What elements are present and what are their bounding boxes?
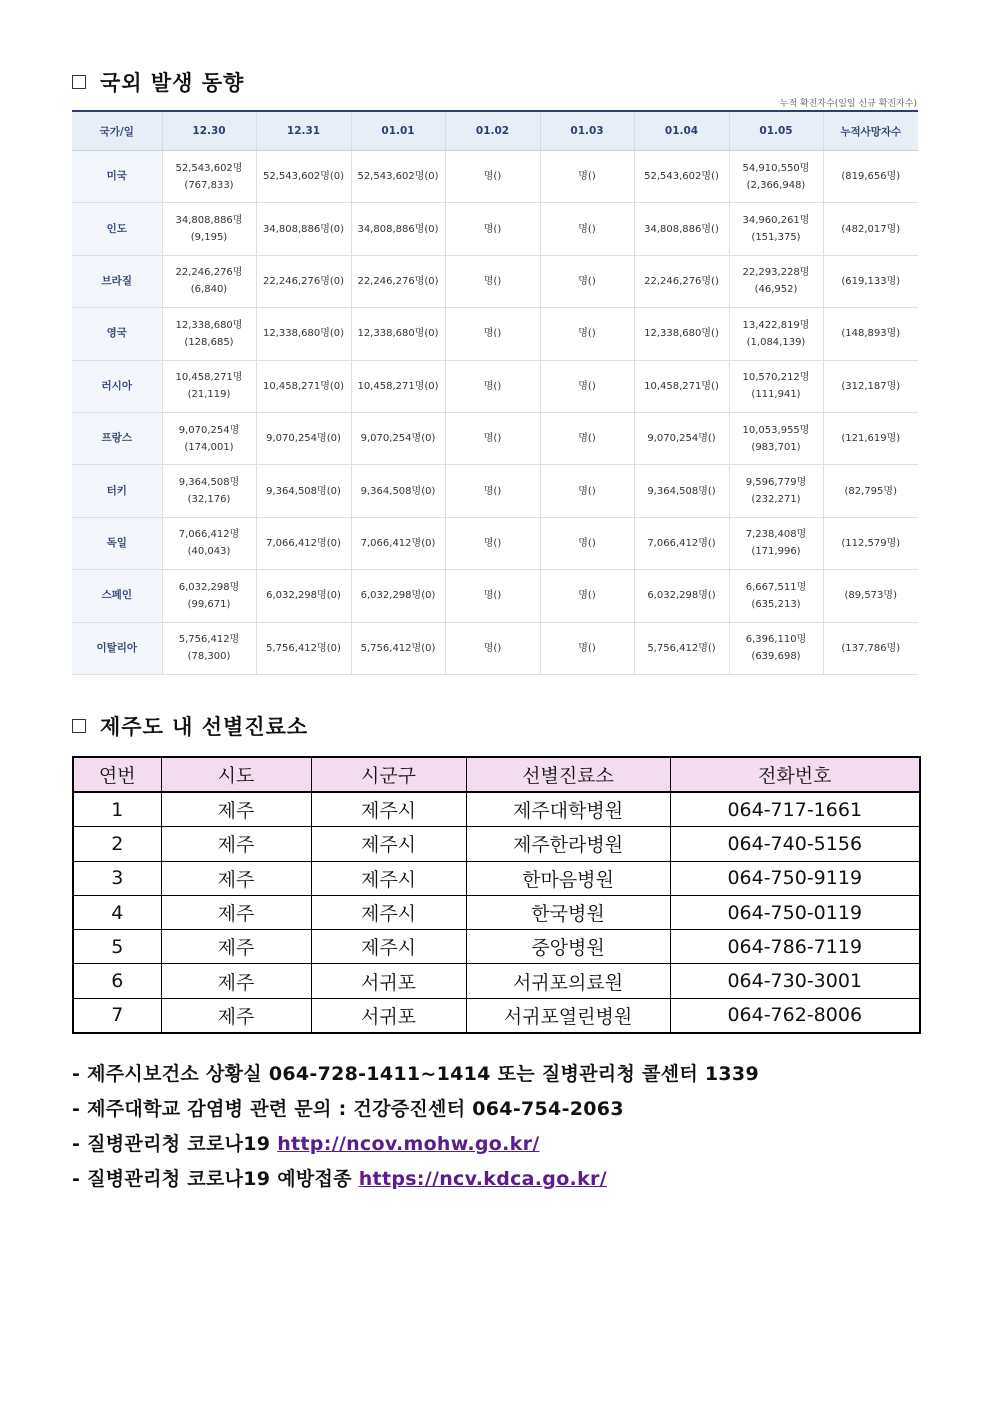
city-cell: 제주시 — [311, 895, 466, 929]
case-count-cell — [162, 151, 256, 203]
new-count: (9,195) — [190, 232, 228, 244]
city-cell: 서귀포 — [311, 998, 466, 1033]
country-name-cell: 미국 — [72, 151, 162, 203]
case-count-cell: 7,066,412명(0) — [256, 517, 351, 569]
case-count-cell: 52,543,602명() — [634, 151, 729, 203]
row-number-cell: 7 — [73, 998, 161, 1033]
case-count-cell: (137,786명) — [823, 622, 918, 674]
city-cell: 제주시 — [311, 861, 466, 895]
cumulative-count: 34,808,886명 — [175, 215, 243, 227]
country-name-cell: 독일 — [72, 517, 162, 569]
column-header: 12.30 — [162, 111, 256, 151]
case-count-cell: 6,032,298명(0) — [256, 570, 351, 622]
cumulative-count: 9,596,779명 — [745, 477, 807, 489]
country-name-cell: 프랑스 — [72, 412, 162, 464]
case-count-cell: (819,656명) — [823, 151, 918, 203]
cumulative-count: 52,543,602명 — [175, 162, 243, 174]
city-cell: 제주시 — [311, 930, 466, 964]
case-count-cell — [162, 517, 256, 569]
new-count: (40,043) — [187, 546, 231, 558]
case-count-cell: 10,458,271명() — [634, 360, 729, 412]
case-count-cell: 명() — [445, 255, 540, 307]
column-header: 01.03 — [540, 111, 634, 151]
column-header: 전화번호 — [670, 757, 920, 792]
province-cell: 제주 — [161, 930, 311, 964]
case-count-cell — [162, 622, 256, 674]
cumulative-count: 6,032,298명 — [178, 581, 240, 593]
country-name-cell: 러시아 — [72, 360, 162, 412]
overseas-cases-table — [72, 110, 918, 675]
case-count-cell: 12,338,680명(0) — [256, 308, 351, 360]
cumulative-count: 5,756,412명 — [178, 634, 240, 646]
column-header: 선별진료소 — [466, 757, 670, 792]
section-title-text: 국외 발생 동향 — [100, 71, 245, 95]
new-count: (6,840) — [190, 284, 228, 296]
case-count-cell: (121,619명) — [823, 412, 918, 464]
case-count-cell — [729, 622, 823, 674]
case-count-cell: 명() — [540, 151, 634, 203]
case-count-cell: 10,458,271명(0) — [256, 360, 351, 412]
case-count-cell — [162, 412, 256, 464]
case-count-cell: (482,017명) — [823, 203, 918, 255]
case-count-cell — [729, 517, 823, 569]
case-count-cell: (312,187명) — [823, 360, 918, 412]
new-count: (21,119) — [187, 389, 231, 401]
new-count: (32,176) — [187, 494, 231, 506]
checkbox-square-icon — [72, 75, 86, 89]
phone-cell: 064-740-5156 — [670, 827, 920, 861]
case-count-cell: 22,246,276명(0) — [256, 255, 351, 307]
table-row — [72, 255, 918, 307]
case-count-cell: 명() — [445, 151, 540, 203]
country-name-cell: 이탈리아 — [72, 622, 162, 674]
case-count-cell: 명() — [540, 308, 634, 360]
case-count-cell: 52,543,602명(0) — [256, 151, 351, 203]
case-count-cell: 명() — [540, 622, 634, 674]
cumulative-count: 9,364,508명 — [178, 477, 240, 489]
case-count-cell: (619,133명) — [823, 255, 918, 307]
phone-cell: 064-762-8006 — [670, 998, 920, 1033]
row-number-cell: 3 — [73, 861, 161, 895]
info-line-label: - 질병관리청 코로나19 — [72, 1133, 278, 1155]
column-header: 시군구 — [311, 757, 466, 792]
table-row — [72, 517, 918, 569]
clinic-name-cell: 제주한라병원 — [466, 827, 670, 861]
table-row — [73, 930, 920, 964]
case-count-cell: (89,573명) — [823, 570, 918, 622]
table-row — [72, 412, 918, 464]
clinic-name-cell: 서귀포열린병원 — [466, 998, 670, 1033]
case-count-cell — [162, 308, 256, 360]
new-count: (2,366,948) — [746, 179, 806, 191]
column-header: 01.02 — [445, 111, 540, 151]
new-count: (78,300) — [187, 651, 231, 663]
clinic-name-cell: 제주대학병원 — [466, 792, 670, 827]
ncv-link[interactable]: https://ncv.kdca.go.kr/ — [358, 1168, 607, 1190]
case-count-cell: 10,458,271명(0) — [351, 360, 445, 412]
new-count: (46,952) — [754, 284, 798, 296]
new-count: (767,833) — [184, 179, 234, 191]
case-count-cell: 명() — [540, 412, 634, 464]
column-header: 시도 — [161, 757, 311, 792]
case-count-cell: 명() — [540, 517, 634, 569]
new-count: (639,698) — [751, 651, 801, 663]
case-count-cell: 명() — [445, 622, 540, 674]
row-number-cell: 4 — [73, 895, 161, 929]
phone-cell: 064-750-0119 — [670, 895, 920, 929]
column-header: 01.01 — [351, 111, 445, 151]
case-count-cell — [729, 203, 823, 255]
case-count-cell: 5,756,412명(0) — [351, 622, 445, 674]
country-name-cell: 브라질 — [72, 255, 162, 307]
case-count-cell: 명() — [445, 203, 540, 255]
case-count-cell — [729, 570, 823, 622]
cumulative-count: 10,458,271명 — [175, 372, 243, 384]
case-count-cell: 34,808,886명(0) — [256, 203, 351, 255]
table-row — [72, 360, 918, 412]
cumulative-count: 22,246,276명 — [175, 267, 243, 279]
cumulative-count: 34,960,261명 — [742, 215, 810, 227]
case-count-cell: 9,364,508명(0) — [256, 465, 351, 517]
clinic-name-cell: 한마음병원 — [466, 861, 670, 895]
case-count-cell: 12,338,680명(0) — [351, 308, 445, 360]
province-cell: 제주 — [161, 998, 311, 1033]
new-count: (171,996) — [751, 546, 801, 558]
case-count-cell: 9,070,254명(0) — [256, 412, 351, 464]
table-row — [73, 792, 920, 827]
case-count-cell: 명() — [540, 203, 634, 255]
case-count-cell: 9,364,508명(0) — [351, 465, 445, 517]
phone-cell: 064-786-7119 — [670, 930, 920, 964]
new-count: (232,271) — [751, 494, 801, 506]
case-count-cell: 6,032,298명() — [634, 570, 729, 622]
section-title-overseas — [72, 67, 244, 97]
phone-cell: 064-730-3001 — [670, 964, 920, 998]
new-count: (111,941) — [751, 389, 801, 401]
case-count-cell: (148,893명) — [823, 308, 918, 360]
case-count-cell: 9,070,254명(0) — [351, 412, 445, 464]
cumulative-count: 22,293,228명 — [742, 267, 810, 279]
case-count-cell: 명() — [445, 517, 540, 569]
case-count-cell — [729, 255, 823, 307]
case-count-cell — [729, 360, 823, 412]
row-number-cell: 2 — [73, 827, 161, 861]
clinic-name-cell: 중앙병원 — [466, 930, 670, 964]
case-count-cell: 22,246,276명(0) — [351, 255, 445, 307]
table-row — [72, 570, 918, 622]
case-count-cell — [162, 203, 256, 255]
case-count-cell — [162, 570, 256, 622]
province-cell: 제주 — [161, 861, 311, 895]
case-count-cell: 명() — [445, 360, 540, 412]
case-count-cell — [162, 255, 256, 307]
new-count: (151,375) — [751, 232, 801, 244]
column-header: 연번 — [73, 757, 161, 792]
column-header: 12.31 — [256, 111, 351, 151]
cumulative-count: 10,570,212명 — [742, 372, 810, 384]
case-count-cell: 명() — [445, 308, 540, 360]
country-name-cell: 인도 — [72, 203, 162, 255]
case-count-cell: 52,543,602명(0) — [351, 151, 445, 203]
case-count-cell: 6,032,298명(0) — [351, 570, 445, 622]
info-line-university: - 제주대학교 감염병 관련 문의 : 건강증진센터 064-754-2063 — [72, 1098, 624, 1120]
country-name-cell: 스페인 — [72, 570, 162, 622]
city-cell: 제주시 — [311, 792, 466, 827]
screening-clinic-table — [72, 756, 921, 1034]
cumulative-count: 13,422,819명 — [742, 319, 810, 331]
case-count-cell: 7,066,412명() — [634, 517, 729, 569]
cumulative-count: 9,070,254명 — [178, 424, 240, 436]
table-row — [72, 465, 918, 517]
case-count-cell: 명() — [540, 465, 634, 517]
cumulative-count: 54,910,550명 — [742, 162, 810, 174]
table-row — [72, 308, 918, 360]
case-count-cell — [729, 412, 823, 464]
case-count-cell: 명() — [445, 412, 540, 464]
case-count-cell — [162, 360, 256, 412]
cumulative-count: 7,238,408명 — [745, 529, 807, 541]
row-number-cell: 6 — [73, 964, 161, 998]
checkbox-square-icon — [72, 719, 86, 733]
new-count: (635,213) — [751, 598, 801, 610]
country-name-cell: 터키 — [72, 465, 162, 517]
info-line-health-center: - 제주시보건소 상황실 064-728-1411~1414 또는 질병관리청 콜센터 1339 — [72, 1063, 759, 1085]
clinic-name-cell: 한국병원 — [466, 895, 670, 929]
new-count: (174,001) — [184, 441, 234, 453]
province-cell: 제주 — [161, 964, 311, 998]
ncov-link[interactable]: http://ncov.mohw.go.kr/ — [277, 1133, 540, 1155]
case-count-cell: 9,070,254명() — [634, 412, 729, 464]
case-count-cell: 34,808,886명() — [634, 203, 729, 255]
info-line-kdca-covid — [72, 1129, 540, 1156]
case-count-cell — [729, 151, 823, 203]
case-count-cell — [729, 308, 823, 360]
section-title-text: 제주도 내 선별진료소 — [100, 715, 309, 739]
table-row — [73, 827, 920, 861]
case-count-cell: (112,579명) — [823, 517, 918, 569]
new-count: (983,701) — [751, 441, 801, 453]
case-count-cell: 34,808,886명(0) — [351, 203, 445, 255]
province-cell: 제주 — [161, 792, 311, 827]
province-cell: 제주 — [161, 827, 311, 861]
phone-cell: 064-717-1661 — [670, 792, 920, 827]
new-count: (1,084,139) — [746, 336, 806, 348]
cumulative-count: 12,338,680명 — [175, 319, 243, 331]
table-row — [73, 964, 920, 998]
case-count-cell: 명() — [445, 465, 540, 517]
cumulative-count: 6,396,110명 — [745, 634, 807, 646]
cumulative-count: 6,667,511명 — [745, 581, 807, 593]
info-line-kdca-vaccine — [72, 1164, 607, 1191]
country-name-cell: 영국 — [72, 308, 162, 360]
case-count-cell: 7,066,412명(0) — [351, 517, 445, 569]
new-count: (99,671) — [187, 598, 231, 610]
cumulative-count: 10,053,955명 — [742, 424, 810, 436]
table-row — [73, 895, 920, 929]
column-header: 누적사망자수 — [823, 111, 918, 151]
case-count-cell: (82,795명) — [823, 465, 918, 517]
info-line-label: - 질병관리청 코로나19 예방접종 — [72, 1168, 359, 1190]
case-count-cell: 22,246,276명() — [634, 255, 729, 307]
table-row — [72, 622, 918, 674]
clinic-name-cell: 서귀포의료원 — [466, 964, 670, 998]
phone-cell: 064-750-9119 — [670, 861, 920, 895]
cumulative-count: 7,066,412명 — [178, 529, 240, 541]
table-note: 누적 확진자수(일일 신규 확진자수) — [779, 99, 917, 109]
new-count: (128,685) — [184, 336, 234, 348]
case-count-cell — [162, 465, 256, 517]
column-header: 01.05 — [729, 111, 823, 151]
case-count-cell: 명() — [540, 255, 634, 307]
table-row — [73, 998, 920, 1033]
case-count-cell: 명() — [540, 360, 634, 412]
case-count-cell: 9,364,508명() — [634, 465, 729, 517]
column-header: 국가/일 — [72, 111, 162, 151]
section-title-clinics — [72, 711, 308, 741]
row-number-cell: 5 — [73, 930, 161, 964]
table-row — [72, 203, 918, 255]
case-count-cell: 명() — [540, 570, 634, 622]
case-count-cell — [729, 465, 823, 517]
case-count-cell: 5,756,412명() — [634, 622, 729, 674]
column-header: 01.04 — [634, 111, 729, 151]
table-row — [73, 861, 920, 895]
case-count-cell: 명() — [445, 570, 540, 622]
city-cell: 서귀포 — [311, 964, 466, 998]
case-count-cell: 12,338,680명() — [634, 308, 729, 360]
row-number-cell: 1 — [73, 792, 161, 827]
province-cell: 제주 — [161, 895, 311, 929]
case-count-cell: 5,756,412명(0) — [256, 622, 351, 674]
table-row — [72, 151, 918, 203]
city-cell: 제주시 — [311, 827, 466, 861]
